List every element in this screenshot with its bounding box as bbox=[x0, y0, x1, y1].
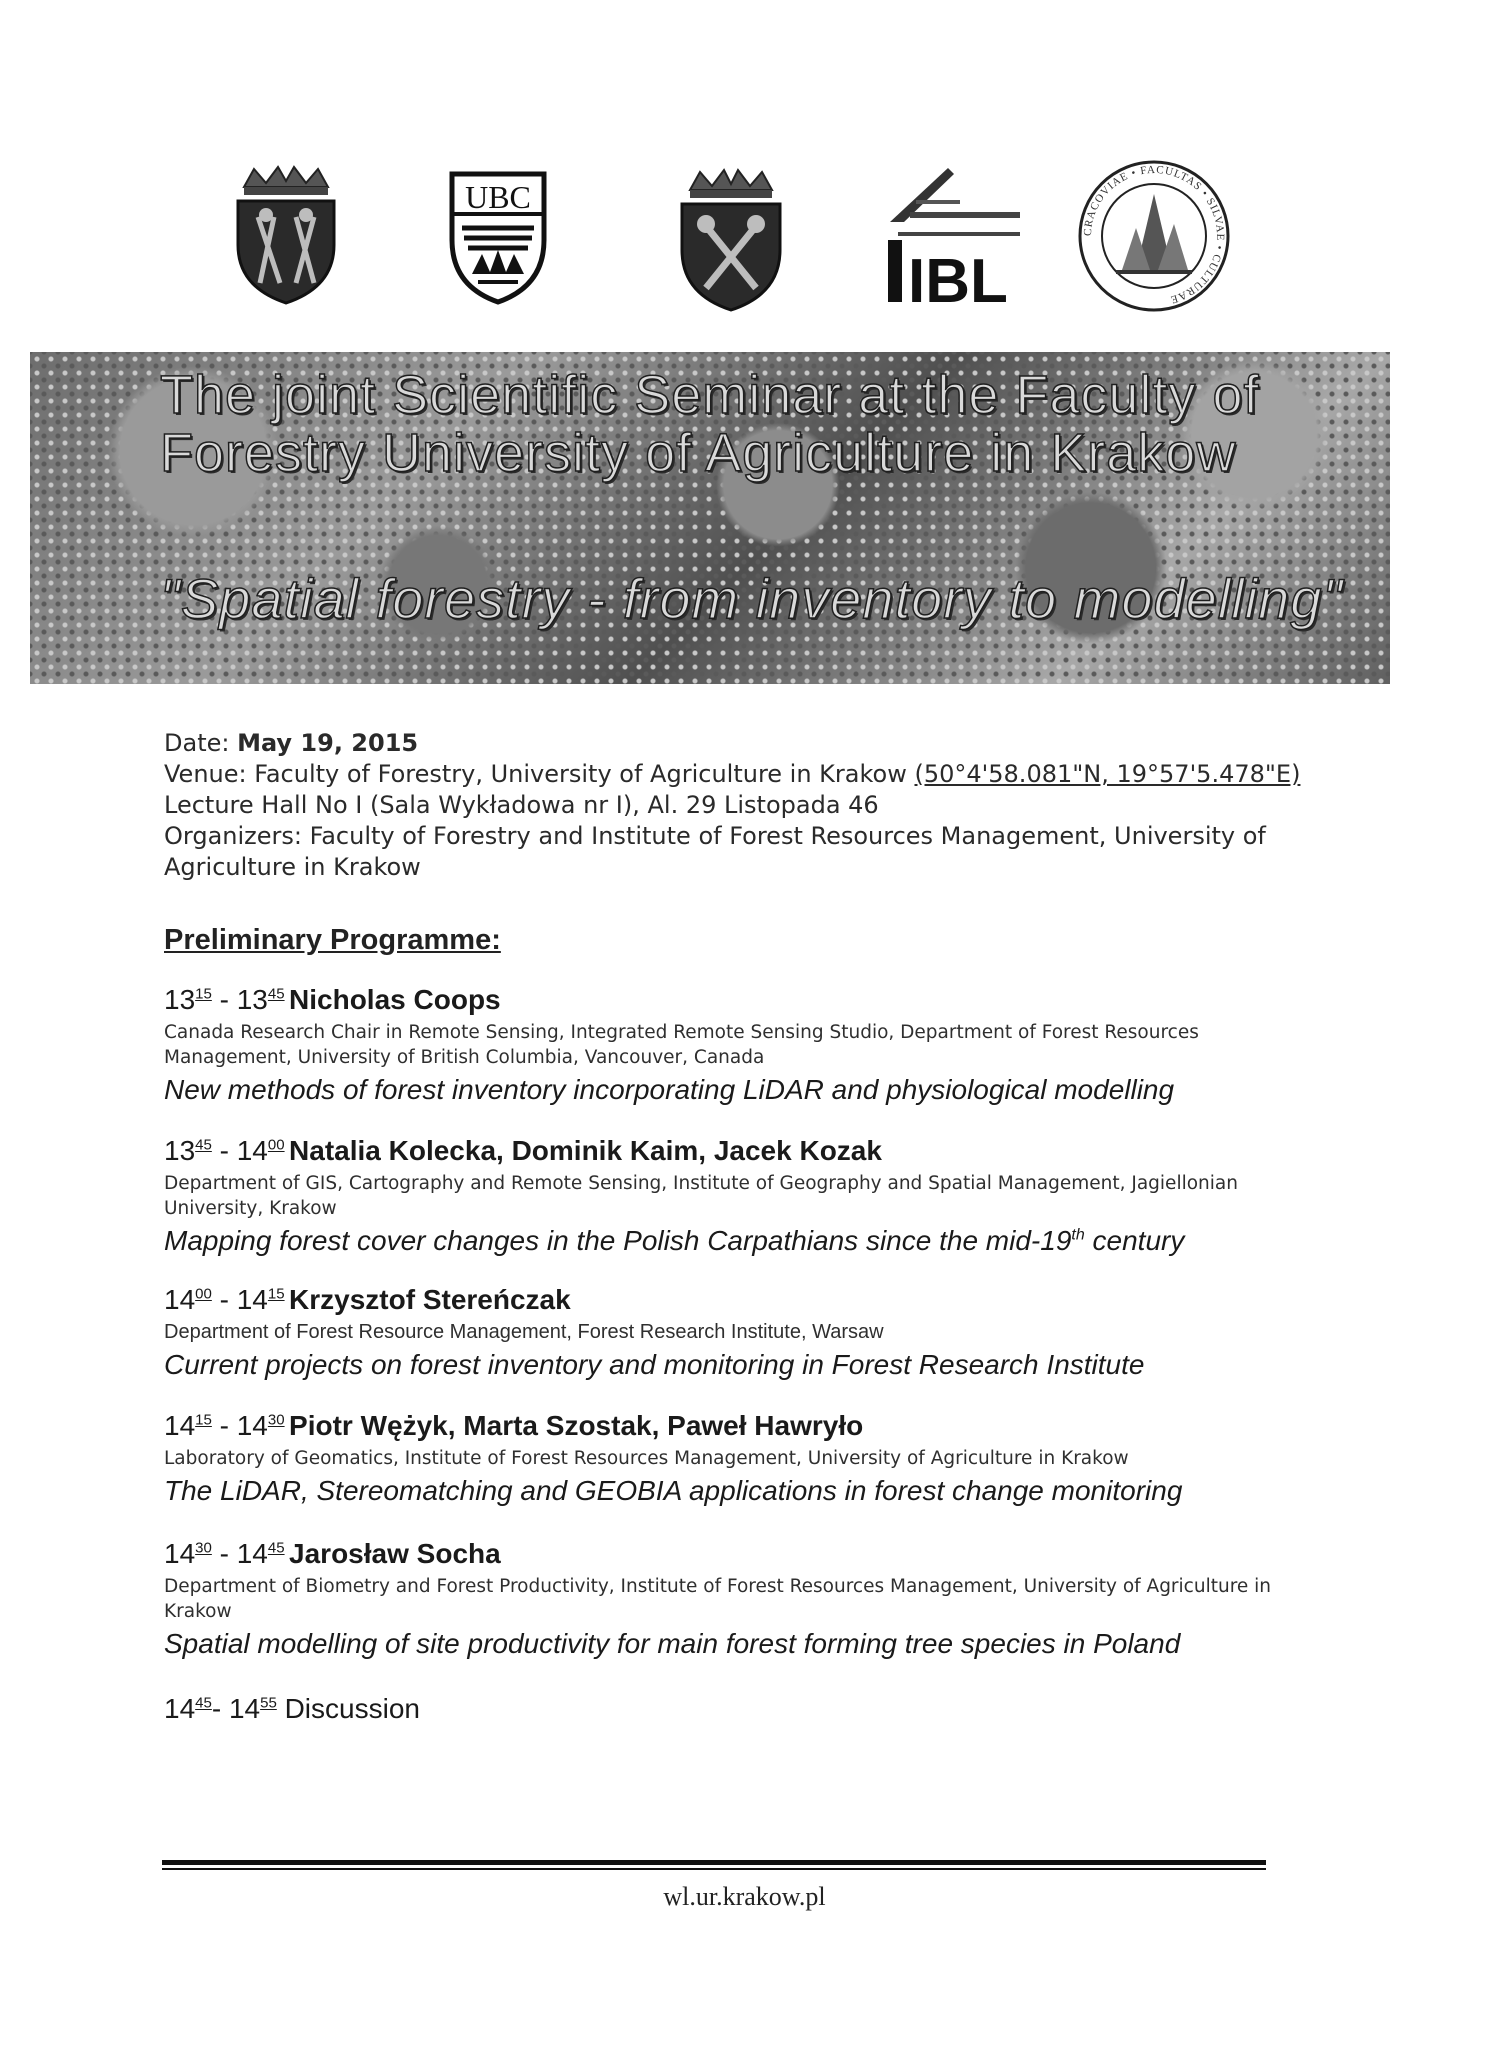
banner-title-line-1: The joint Scientific Seminar at the Faculty of bbox=[160, 365, 1260, 425]
programme-item bbox=[164, 1284, 1294, 1381]
programme-item bbox=[164, 1135, 1294, 1257]
event-info bbox=[164, 728, 1324, 883]
date-label: Date: bbox=[164, 729, 230, 757]
time-range: $14^{30} - 14^{45}$ bbox=[164, 1538, 285, 1569]
programme-item-header bbox=[164, 1538, 1294, 1570]
speaker-names: Krzysztof Stereńczak bbox=[289, 1284, 571, 1315]
discussion-label: Discussion bbox=[284, 1693, 420, 1724]
facultas-round-seal-icon bbox=[1076, 158, 1232, 314]
discussion-item bbox=[164, 1693, 420, 1725]
hall-row: Lecture Hall No I (Sala Wykładowa nr I), Al. 29 Listopada 46 bbox=[164, 791, 879, 819]
speaker-affiliation: Department of GIS, Cartography and Remote Sensing, Institute of Geography and Spatial Management, Jagiellonian University, Krakow bbox=[164, 1173, 1238, 1219]
footer-divider-thin bbox=[162, 1868, 1266, 1870]
speaker-affiliation: Department of Forest Resource Management, Forest Research Institute, Warsaw bbox=[164, 1321, 884, 1343]
time-range: $13^{45} - 14^{00}$ bbox=[164, 1135, 285, 1166]
footer-divider-thick bbox=[162, 1860, 1266, 1865]
programme-item bbox=[164, 984, 1294, 1106]
programme-item-header bbox=[164, 1284, 1294, 1316]
programme-item bbox=[164, 1410, 1294, 1507]
programme-item-header bbox=[164, 1410, 1294, 1442]
organizers-value-line-2: Agriculture in Krakow bbox=[164, 853, 421, 881]
talk-title: Current projects on forest inventory and monitoring in Forest Research Institute bbox=[164, 1349, 1145, 1380]
date-value: May 19, 2015 bbox=[237, 729, 419, 757]
crowned-shield-crossed-tools-icon bbox=[230, 165, 342, 305]
time-range: $14^{45}-$ $14^{55}$ bbox=[164, 1693, 277, 1724]
ubc-crest-icon bbox=[448, 170, 548, 305]
organizers-row bbox=[164, 821, 1324, 852]
speaker-names: Jarosław Socha bbox=[289, 1538, 501, 1569]
organizers-value-line-1: Faculty of Forestry and Institute of Forest Resources Management, University of bbox=[309, 822, 1266, 850]
speaker-affiliation: Department of Biometry and Forest Productivity, Institute of Forest Resources Management, University of Agriculture in Krakow bbox=[164, 1576, 1272, 1622]
speaker-affiliation: Laboratory of Geomatics, Institute of Forest Resources Management, University of Agriculture in Krakow bbox=[164, 1448, 1129, 1469]
speaker-names: Natalia Kolecka, Dominik Kaim, Jacek Kozak bbox=[289, 1135, 882, 1166]
title-banner bbox=[30, 352, 1390, 684]
venue-coordinates: (50°4'58.081"N, 19°57'5.478"E) bbox=[914, 760, 1301, 788]
organizers-label: Organizers: bbox=[164, 822, 302, 850]
programme-item-header bbox=[164, 984, 1294, 1016]
venue-value: Faculty of Forestry, University of Agriculture in Krakow bbox=[254, 760, 907, 788]
date-row bbox=[164, 728, 1324, 759]
footer-website: wl.ur.krakow.pl bbox=[663, 1882, 826, 1911]
programme-item bbox=[164, 1538, 1294, 1660]
programme-heading: Preliminary Programme: bbox=[164, 924, 501, 956]
banner-subtitle: "Spatial forestry - from inventory to modelling" bbox=[160, 567, 1344, 630]
venue-row bbox=[164, 759, 1324, 790]
programme-item-header bbox=[164, 1135, 1294, 1167]
time-range: $13^{15} - 13^{45}$ bbox=[164, 984, 285, 1015]
speaker-names: Nicholas Coops bbox=[289, 984, 501, 1015]
svg-text:CRACOVIAE • FACULTAS • SILVAE: CRACOVIAE • FACULTAS • SILVAE • CULTURAE bbox=[1081, 163, 1227, 306]
ibl-logo-icon bbox=[880, 160, 1030, 310]
venue-label: Venue: bbox=[164, 760, 247, 788]
talk-title: Spatial modelling of site productivity for main forest forming tree species in Poland bbox=[164, 1628, 1181, 1659]
talk-title: The LiDAR, Stereomatching and GEOBIA applications in forest change monitoring bbox=[164, 1475, 1183, 1506]
talk-title: New methods of forest inventory incorporating LiDAR and physiological modelling bbox=[164, 1074, 1175, 1105]
speaker-names: Piotr Wężyk, Marta Szostak, Paweł Hawryło bbox=[289, 1410, 864, 1441]
logo-row bbox=[0, 150, 1489, 320]
svg-text:UBC: UBC bbox=[465, 179, 531, 215]
time-range: $14^{15} - 14^{30}$ bbox=[164, 1410, 285, 1441]
time-range: $14^{00} - 14^{15}$ bbox=[164, 1284, 285, 1315]
svg-text:IBL: IBL bbox=[908, 247, 1008, 310]
talk-title: Mapping forest cover changes in the Polish Carpathians since the mid-19th century bbox=[164, 1225, 1185, 1256]
crowned-shield-crossed-maces-icon bbox=[676, 168, 786, 313]
speaker-affiliation: Canada Research Chair in Remote Sensing, Integrated Remote Sensing Studio, Department of Forest Resources Management, University of British Columbia, Vancouver, Canada bbox=[164, 1022, 1199, 1068]
banner-title-line-2: Forestry University of Agriculture in Krakow bbox=[160, 423, 1237, 483]
